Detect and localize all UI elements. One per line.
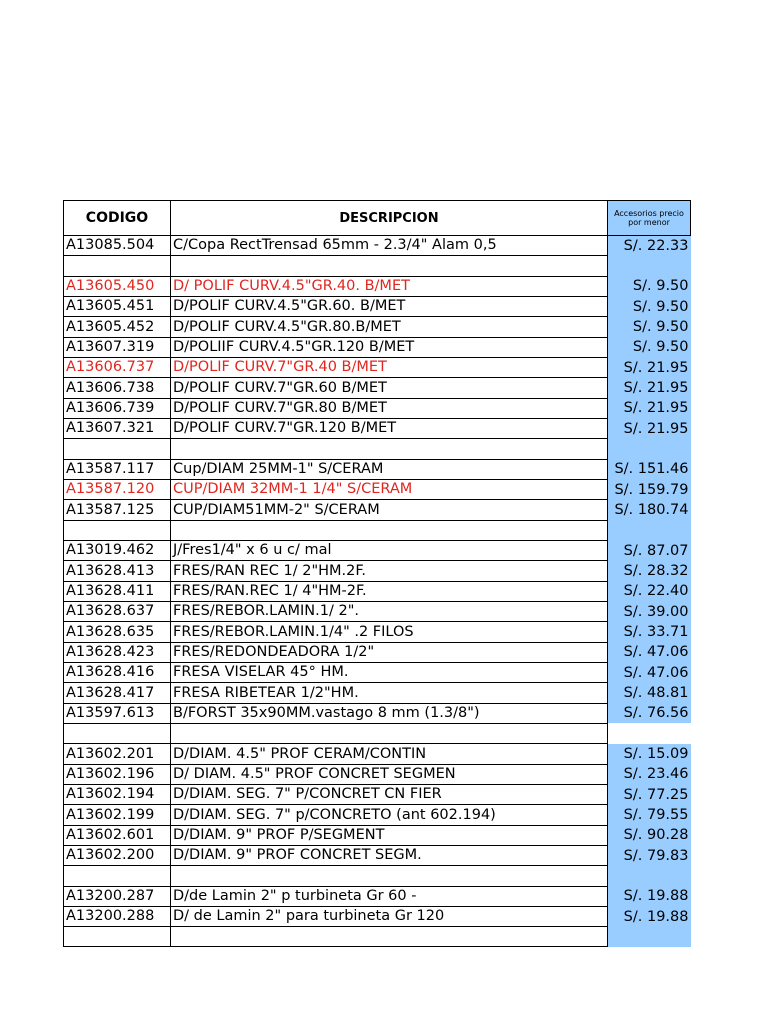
table-row xyxy=(64,581,691,601)
code-cell xyxy=(64,439,171,459)
code-cell: A13605.450 xyxy=(64,276,171,296)
price-cell xyxy=(608,256,691,276)
description-cell: FRES/REBOR.LAMIN.1/4" .2 FILOS xyxy=(171,622,608,642)
price-cell: S/. 151.46 xyxy=(608,459,691,479)
description-cell: B/FORST 35x90MM.vastago 8 mm (1.3/8") xyxy=(171,703,608,723)
header-descripcion: DESCRIPCION xyxy=(171,201,608,236)
description-cell xyxy=(171,723,608,743)
price-cell: S/. 90.28 xyxy=(608,825,691,845)
code-cell: A13606.738 xyxy=(64,378,171,398)
header-row xyxy=(64,201,691,236)
table-row xyxy=(64,845,691,865)
description-cell: C/Copa RectTrensad 65mm - 2.3/4" Alam 0,5 xyxy=(171,236,608,256)
description-cell: D/ POLIF CURV.4.5"GR.40. B/MET xyxy=(171,276,608,296)
code-cell: A13607.321 xyxy=(64,418,171,438)
description-cell: D/DIAM. SEG. 7" P/CONCRET CN FIER xyxy=(171,784,608,804)
description-cell: FRES/RAN REC 1/ 2"HM.2F. xyxy=(171,561,608,581)
table-row xyxy=(64,866,691,886)
description-cell: D/POLIF CURV.7"GR.120 B/MET xyxy=(171,418,608,438)
table-row xyxy=(64,479,691,499)
code-cell: A13628.637 xyxy=(64,601,171,621)
description-cell: D/POLIIF CURV.4.5"GR.120 B/MET xyxy=(171,337,608,357)
table-row xyxy=(64,256,691,276)
code-cell: A13597.613 xyxy=(64,703,171,723)
table-row xyxy=(64,683,691,703)
price-cell: S/. 21.95 xyxy=(608,398,691,418)
description-cell: D/ de Lamin 2" para turbineta Gr 120 xyxy=(171,906,608,926)
price-cell xyxy=(608,520,691,540)
code-cell: A13602.601 xyxy=(64,825,171,845)
price-cell: S/. 9.50 xyxy=(608,296,691,316)
price-cell: S/. 180.74 xyxy=(608,500,691,520)
code-cell: A13628.635 xyxy=(64,622,171,642)
price-cell xyxy=(608,723,691,743)
description-cell xyxy=(171,520,608,540)
table-row xyxy=(64,357,691,377)
code-cell: A13605.451 xyxy=(64,296,171,316)
table-row xyxy=(64,825,691,845)
code-cell xyxy=(64,927,171,947)
code-cell: A13602.194 xyxy=(64,784,171,804)
table-row xyxy=(64,520,691,540)
price-cell: S/. 87.07 xyxy=(608,540,691,560)
price-table xyxy=(63,200,691,947)
description-cell xyxy=(171,866,608,886)
table-row xyxy=(64,317,691,337)
table-row xyxy=(64,622,691,642)
table-body xyxy=(64,236,691,947)
code-cell: A13605.452 xyxy=(64,317,171,337)
description-cell: J/Fres1/4" x 6 u c/ mal xyxy=(171,540,608,560)
description-cell: D/DIAM. SEG. 7" p/CONCRETO (ant 602.194) xyxy=(171,805,608,825)
price-cell: S/. 21.95 xyxy=(608,357,691,377)
code-cell: A13628.423 xyxy=(64,642,171,662)
table-row xyxy=(64,236,691,256)
code-cell xyxy=(64,866,171,886)
table-row xyxy=(64,500,691,520)
code-cell: A13602.199 xyxy=(64,805,171,825)
table-row xyxy=(64,744,691,764)
price-cell: S/. 39.00 xyxy=(608,601,691,621)
code-cell: A13628.416 xyxy=(64,662,171,682)
code-cell: A13587.125 xyxy=(64,500,171,520)
description-cell: D/POLIF CURV.7"GR.60 B/MET xyxy=(171,378,608,398)
price-cell: S/. 79.83 xyxy=(608,845,691,865)
price-cell: S/. 9.50 xyxy=(608,337,691,357)
description-cell: D/POLIF CURV.4.5"GR.60. B/MET xyxy=(171,296,608,316)
price-cell: S/. 76.56 xyxy=(608,703,691,723)
price-cell: S/. 19.88 xyxy=(608,886,691,906)
description-cell: D/DIAM. 9" PROF P/SEGMENT xyxy=(171,825,608,845)
price-cell: S/. 33.71 xyxy=(608,622,691,642)
description-cell: D/de Lamin 2" p turbineta Gr 60 - xyxy=(171,886,608,906)
code-cell: A13628.417 xyxy=(64,683,171,703)
price-cell: S/. 22.33 xyxy=(608,236,691,256)
code-cell: A13628.411 xyxy=(64,581,171,601)
code-cell: A13602.200 xyxy=(64,845,171,865)
code-cell: A13607.319 xyxy=(64,337,171,357)
table-row xyxy=(64,723,691,743)
table-row xyxy=(64,398,691,418)
header-codigo: CODIGO xyxy=(64,201,171,236)
code-cell: A13587.117 xyxy=(64,459,171,479)
description-cell: FRES/REBOR.LAMIN.1/ 2". xyxy=(171,601,608,621)
table-row xyxy=(64,296,691,316)
description-cell xyxy=(171,439,608,459)
description-cell: FRES/REDONDEADORA 1/2" xyxy=(171,642,608,662)
table-row xyxy=(64,418,691,438)
price-cell: S/. 21.95 xyxy=(608,418,691,438)
price-cell: S/. 22.40 xyxy=(608,581,691,601)
code-cell: A13606.739 xyxy=(64,398,171,418)
table-row xyxy=(64,886,691,906)
code-cell: A13200.287 xyxy=(64,886,171,906)
description-cell: D/ DIAM. 4.5" PROF CONCRET SEGMEN xyxy=(171,764,608,784)
description-cell xyxy=(171,927,608,947)
description-cell: FRESA VISELAR 45° HM. xyxy=(171,662,608,682)
table-row xyxy=(64,906,691,926)
price-cell: S/. 159.79 xyxy=(608,479,691,499)
description-cell: Cup/DIAM 25MM-1" S/CERAM xyxy=(171,459,608,479)
price-cell: S/. 15.09 xyxy=(608,744,691,764)
table-row xyxy=(64,540,691,560)
table-row xyxy=(64,378,691,398)
description-cell: FRES/RAN.REC 1/ 4"HM-2F. xyxy=(171,581,608,601)
table-row xyxy=(64,276,691,296)
code-cell: A13019.462 xyxy=(64,540,171,560)
table-row xyxy=(64,927,691,947)
table-row xyxy=(64,337,691,357)
price-cell: S/. 77.25 xyxy=(608,784,691,804)
table-row xyxy=(64,805,691,825)
description-cell: CUP/DIAM 32MM-1 1/4" S/CERAM xyxy=(171,479,608,499)
code-cell: A13606.737 xyxy=(64,357,171,377)
code-cell: A13602.196 xyxy=(64,764,171,784)
table-row xyxy=(64,703,691,723)
price-cell: S/. 9.50 xyxy=(608,276,691,296)
code-cell: A13085.504 xyxy=(64,236,171,256)
code-cell xyxy=(64,256,171,276)
table-row xyxy=(64,459,691,479)
table-row xyxy=(64,439,691,459)
description-cell: D/POLIF CURV.7"GR.40 B/MET xyxy=(171,357,608,377)
code-cell: A13628.413 xyxy=(64,561,171,581)
table-row xyxy=(64,561,691,581)
table-row xyxy=(64,764,691,784)
price-cell: S/. 47.06 xyxy=(608,662,691,682)
price-cell: S/. 28.32 xyxy=(608,561,691,581)
code-cell: A13200.288 xyxy=(64,906,171,926)
price-cell: S/. 21.95 xyxy=(608,378,691,398)
description-cell: FRESA RIBETEAR 1/2"HM. xyxy=(171,683,608,703)
code-cell: A13587.120 xyxy=(64,479,171,499)
code-cell: A13602.201 xyxy=(64,744,171,764)
description-cell: CUP/DIAM51MM-2" S/CERAM xyxy=(171,500,608,520)
table-row xyxy=(64,642,691,662)
table-row xyxy=(64,784,691,804)
price-cell: S/. 47.06 xyxy=(608,642,691,662)
description-cell: D/DIAM. 4.5" PROF CERAM/CONTIN xyxy=(171,744,608,764)
description-cell: D/POLIF CURV.7"GR.80 B/MET xyxy=(171,398,608,418)
price-cell: S/. 79.55 xyxy=(608,805,691,825)
price-cell xyxy=(608,866,691,886)
price-cell xyxy=(608,927,691,947)
header-precio: Accesorios precio por menor xyxy=(608,201,691,236)
description-cell xyxy=(171,256,608,276)
price-cell: S/. 19.88 xyxy=(608,906,691,926)
table-row xyxy=(64,662,691,682)
price-cell: S/. 48.81 xyxy=(608,683,691,703)
price-cell: S/. 9.50 xyxy=(608,317,691,337)
code-cell xyxy=(64,723,171,743)
description-cell: D/POLIF CURV.4.5"GR.80.B/MET xyxy=(171,317,608,337)
price-cell xyxy=(608,439,691,459)
code-cell xyxy=(64,520,171,540)
description-cell: D/DIAM. 9" PROF CONCRET SEGM. xyxy=(171,845,608,865)
price-cell: S/. 23.46 xyxy=(608,764,691,784)
table-row xyxy=(64,601,691,621)
